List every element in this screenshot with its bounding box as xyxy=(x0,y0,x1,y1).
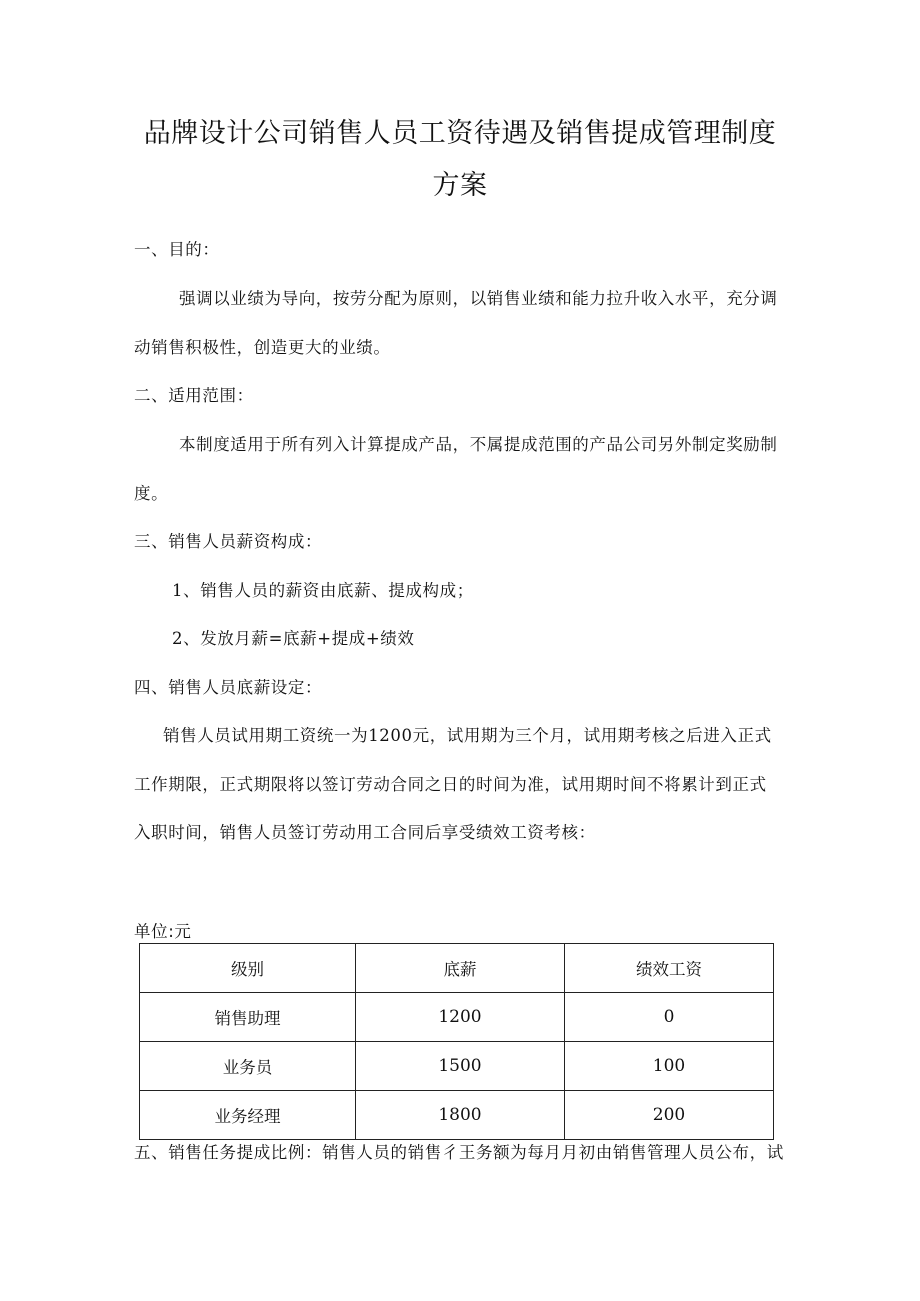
section-4-paragraph-line-3: 入职时间，销售人员签订劳动用工合同后享受绩效工资考核： xyxy=(134,823,596,842)
unit-label: 单位:元 xyxy=(134,922,192,941)
section-2-paragraph-line-1: 本制度适用于所有列入计算提成产品，不属提成范围的产品公司另外制定奖励制 xyxy=(179,435,778,454)
section-3-item-1 xyxy=(172,580,474,602)
cell-performance-pay: 100 xyxy=(565,1042,774,1091)
cell-performance-pay: 0 xyxy=(565,993,774,1042)
section-5-paragraph-line-1: 五、销售任务提成比例：销售人员的销售彳王务额为每月月初由销售管理人员公布，试 xyxy=(134,1143,784,1162)
item-text: 、发放月薪=底薪+提成+绩效 xyxy=(183,629,415,648)
text: 元，试用期为三个月，试用期考核之后进入正式 xyxy=(412,726,772,745)
item-number: 2 xyxy=(172,629,184,648)
cell-base-salary: 1800 xyxy=(356,1091,565,1140)
section-2-heading: 二、适用范围： xyxy=(134,386,254,405)
salary-amount: 1200 xyxy=(368,726,413,745)
section-1-paragraph-line-2: 动销售积极性，创造更大的业绩。 xyxy=(134,338,391,357)
cell-performance-pay: 200 xyxy=(565,1091,774,1140)
table-header-row xyxy=(140,944,774,993)
section-1-paragraph-line-1: 强调以业绩为导向，按劳分配为原则，以销售业绩和能力拉升收入水平，充分调 xyxy=(179,289,778,308)
table-row xyxy=(140,1042,774,1091)
section-4-paragraph-line-2: 工作期限，正式期限将以签订劳动合同之日的时间为准，试用期时间不将累计到正式 xyxy=(134,775,767,794)
item-text: 、销售人员的薪资由底薪、提成构成； xyxy=(183,581,474,600)
cell-base-salary: 1200 xyxy=(356,993,565,1042)
section-4-heading: 四、销售人员底薪设定： xyxy=(134,678,323,697)
section-2-paragraph-line-2: 度。 xyxy=(134,484,169,503)
document-title-continued: 方案 xyxy=(432,170,488,201)
cell-base-salary: 1500 xyxy=(356,1042,565,1091)
table-row xyxy=(140,993,774,1042)
section-3-item-2 xyxy=(172,628,415,650)
item-number: 1 xyxy=(172,581,184,600)
section-3-heading: 三、销售人员薪资构成： xyxy=(134,532,323,551)
header-performance-pay: 绩效工资 xyxy=(565,944,774,993)
section-1-heading: 一、目的： xyxy=(134,240,220,259)
section-4-paragraph-line-1 xyxy=(163,725,772,747)
cell-level: 销售助理 xyxy=(140,993,356,1042)
salary-table xyxy=(139,943,774,1140)
cell-level: 业务经理 xyxy=(140,1091,356,1140)
text: 销售人员试用期工资统一为 xyxy=(163,726,369,745)
document-title: 品牌设计公司销售人员工资待遇及销售提成管理制度 xyxy=(143,118,777,149)
header-base-salary: 底薪 xyxy=(356,944,565,993)
cell-level: 业务员 xyxy=(140,1042,356,1091)
header-level: 级别 xyxy=(140,944,356,993)
table-row xyxy=(140,1091,774,1140)
